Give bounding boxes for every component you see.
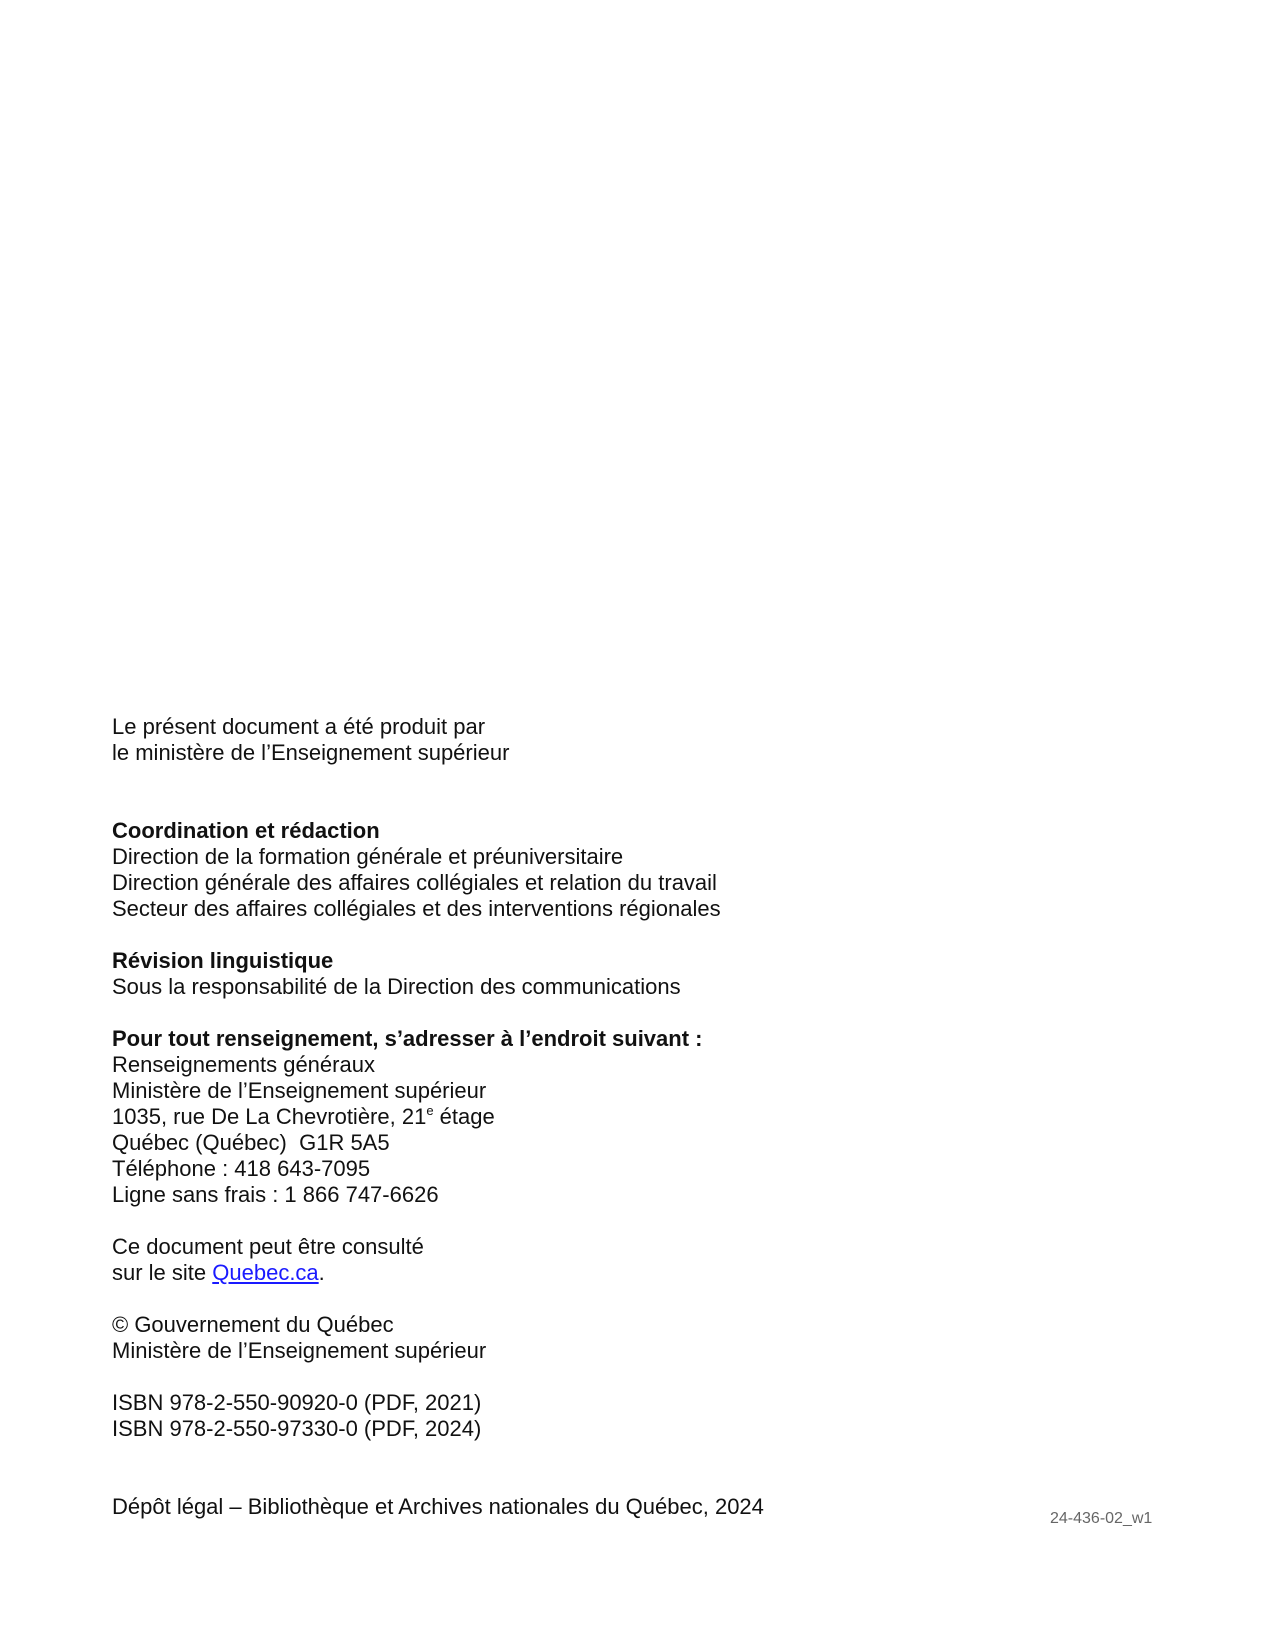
- revision-line: Sous la responsabilité de la Direction des communications: [112, 974, 681, 999]
- producer-line-2: le ministère de l’Enseignement supérieur: [112, 740, 510, 765]
- revision-block: [112, 948, 681, 1000]
- coordination-heading: Coordination et rédaction: [112, 818, 380, 843]
- coordination-line-1: Direction de la formation générale et préuniversitaire: [112, 844, 624, 869]
- legal-deposit-text: Dépôt légal – Bibliothèque et Archives nationales du Québec, 2024: [112, 1494, 764, 1519]
- contact-city: Québec (Québec) G1R 5A5: [112, 1130, 390, 1155]
- quebec-ca-link[interactable]: Quebec.ca: [212, 1260, 319, 1285]
- coordination-block: [112, 818, 721, 922]
- producer-block: [112, 714, 509, 766]
- producer-line-1: Le présent document a été produit par: [112, 714, 486, 739]
- isbn-line-2: ISBN 978-2-550-97330-0 (PDF, 2024): [112, 1416, 482, 1441]
- address-street: 1035, rue De La Chevrotière, 21: [112, 1104, 427, 1129]
- legal-deposit: [112, 1494, 764, 1520]
- revision-heading: Révision linguistique: [112, 948, 334, 973]
- contact-address: [112, 1104, 702, 1130]
- consult-prefix: sur le site: [112, 1260, 213, 1285]
- consult-line-2: [112, 1260, 424, 1286]
- address-ordinal: e: [426, 1103, 434, 1118]
- contact-heading: Pour tout renseignement, s’adresser à l’endroit suivant :: [112, 1026, 703, 1051]
- consult-line-1: Ce document peut être consulté: [112, 1234, 424, 1259]
- contact-phone: Téléphone : 418 643-7095: [112, 1156, 371, 1181]
- copyright-line-2: Ministère de l’Enseignement supérieur: [112, 1338, 487, 1363]
- document-code: 24-436-02_w1: [1050, 1510, 1153, 1527]
- consult-block: [112, 1234, 424, 1286]
- copyright-block: [112, 1312, 486, 1364]
- contact-tollfree: Ligne sans frais : 1 866 747-6626: [112, 1182, 439, 1207]
- isbn-line-1: ISBN 978-2-550-90920-0 (PDF, 2021): [112, 1390, 482, 1415]
- isbn-block: [112, 1390, 481, 1442]
- consult-suffix: .: [318, 1260, 325, 1285]
- contact-block: [112, 1026, 702, 1208]
- coordination-line-2: Direction générale des affaires collégiales et relation du travail: [112, 870, 717, 895]
- copyright-line-1: © Gouvernement du Québec: [112, 1312, 394, 1337]
- contact-ministry: Ministère de l’Enseignement supérieur: [112, 1078, 487, 1103]
- coordination-line-3: Secteur des affaires collégiales et des interventions régionales: [112, 896, 721, 921]
- contact-service: Renseignements généraux: [112, 1052, 375, 1077]
- address-floor: étage: [433, 1104, 495, 1129]
